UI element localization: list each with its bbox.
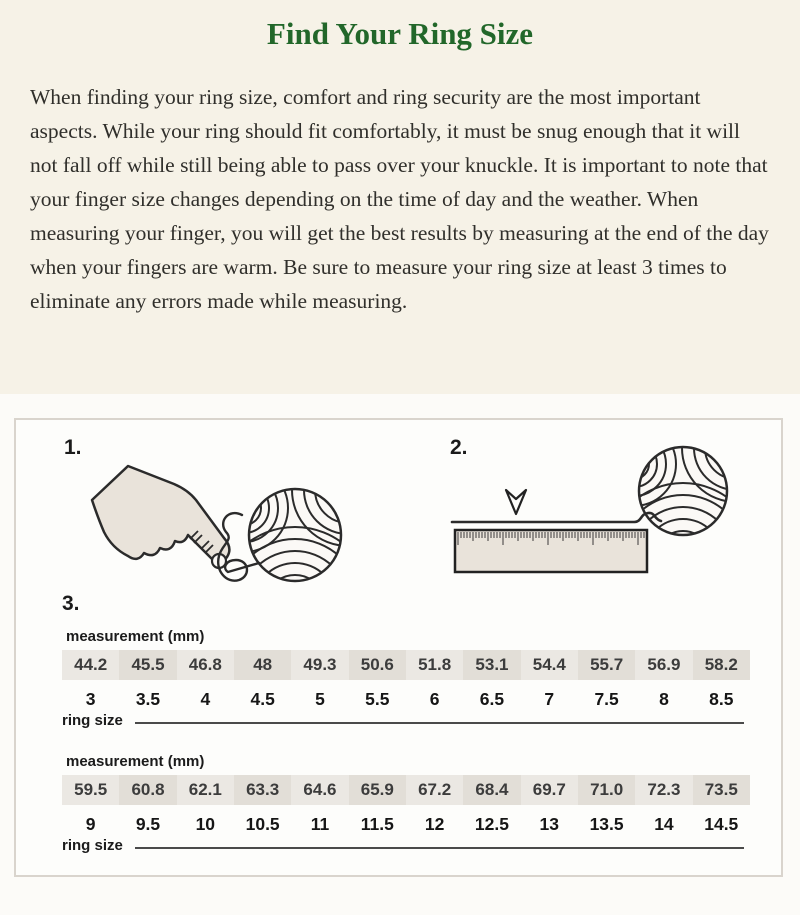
ring-size-cell: 4 — [200, 689, 211, 709]
ring-size-cell: 11.5 — [360, 814, 394, 834]
down-arrow-icon — [506, 490, 526, 514]
measurement-cell: 63.3 — [234, 775, 291, 805]
measurement-label: measurement (mm) — [66, 628, 205, 645]
measurement-cell: 58.2 — [693, 650, 750, 680]
ring-size-caption-row — [62, 711, 750, 729]
measurement-cell: 48 — [234, 650, 291, 680]
ring-size-row — [62, 812, 750, 836]
step-1-label: 1. — [64, 436, 82, 459]
step-2-illustration — [444, 436, 759, 586]
ring-size-table-large — [62, 753, 750, 854]
pointing-hand-with-string-icon — [92, 466, 229, 568]
measurement-cell: 72.3 — [635, 775, 692, 805]
ring-size-cell: 7.5 — [594, 689, 619, 709]
ruler-icon — [455, 530, 647, 572]
measurement-label: measurement (mm) — [66, 753, 205, 770]
measurement-cell: 73.5 — [693, 775, 750, 805]
measurement-cell: 46.8 — [177, 650, 234, 680]
measurement-row — [62, 775, 750, 805]
measurement-cell: 50.6 — [349, 650, 406, 680]
ring-size-cell: 5 — [315, 689, 325, 709]
measurement-cell: 71.0 — [578, 775, 635, 805]
measurement-cell: 44.2 — [62, 650, 119, 680]
measurement-cell: 51.8 — [406, 650, 463, 680]
measurement-cell: 64.6 — [291, 775, 348, 805]
measurement-cell: 49.3 — [291, 650, 348, 680]
measurement-cell: 60.8 — [119, 775, 176, 805]
ring-size-cell: 3 — [85, 689, 96, 709]
ring-size-label: ring size — [62, 712, 123, 729]
ring-size-cell: 8 — [659, 689, 669, 709]
ring-size-cell: 14 — [654, 814, 674, 834]
ring-size-cell: 9.5 — [135, 814, 161, 834]
measurement-cell: 69.7 — [521, 775, 578, 805]
measurement-cell: 68.4 — [463, 775, 520, 805]
measurement-cell: 56.9 — [635, 650, 692, 680]
ring-size-cell: 10.5 — [245, 814, 280, 834]
ring-size-caption-row — [62, 836, 750, 854]
ring-size-cell: 14.5 — [704, 814, 739, 834]
ring-size-cell: 9 — [85, 814, 96, 834]
ring-size-row — [62, 687, 750, 711]
step-1-illustration — [76, 460, 386, 610]
measurement-cell: 67.2 — [406, 775, 463, 805]
ring-size-cell: 8.5 — [709, 689, 734, 709]
ring-size-cell: 12 — [424, 814, 445, 834]
ring-size-divider-line — [135, 847, 744, 849]
ring-size-cell: 13 — [539, 814, 560, 834]
ring-size-label: ring size — [62, 837, 123, 854]
ring-size-cell: 6.5 — [479, 689, 505, 709]
ring-size-cell: 3.5 — [135, 689, 161, 709]
measurement-cell: 65.9 — [349, 775, 406, 805]
ring-size-cell: 6 — [429, 689, 440, 709]
measurement-cell: 45.5 — [119, 650, 176, 680]
measurement-cell: 59.5 — [62, 775, 119, 805]
ring-size-cell: 12.5 — [474, 814, 509, 834]
page-title: Find Your Ring Size — [266, 16, 534, 51]
ring-size-guide-panel — [14, 418, 783, 877]
ring-size-cell: 10 — [195, 814, 216, 834]
intro-paragraph: When finding your ring size, comfort and ring security are the most important aspects. While your ring should fit comfortably, it must be snug enough that it will not fall off while still being able to pass over your knuckle. It is important to note that your finger size changes depending on the time of day and the weather. When measuring your finger, you will get the best results by measuring at the end of the day when your fingers are warm. Be sure to measure your ring size at least 3 times to eliminate any errors made while measuring. — [30, 85, 769, 313]
ring-size-table-small — [62, 628, 750, 729]
ring-size-cell: 13.5 — [589, 814, 624, 834]
string-icon — [452, 513, 661, 522]
ring-size-cell: 11 — [310, 814, 330, 834]
measurement-cell: 53.1 — [463, 650, 520, 680]
measurement-cell: 62.1 — [177, 775, 234, 805]
ring-size-divider-line — [135, 722, 744, 724]
ring-size-cell: 7 — [544, 689, 555, 709]
measurement-row — [62, 650, 750, 680]
measurement-cell: 54.4 — [521, 650, 578, 680]
ring-size-guide-header — [0, 0, 800, 394]
measurement-cell: 55.7 — [578, 650, 635, 680]
step-3-label: 3. — [62, 592, 80, 615]
ring-size-cell: 4.5 — [250, 689, 275, 709]
step-2-label: 2. — [450, 436, 468, 459]
ring-size-cell: 5.5 — [365, 689, 390, 709]
